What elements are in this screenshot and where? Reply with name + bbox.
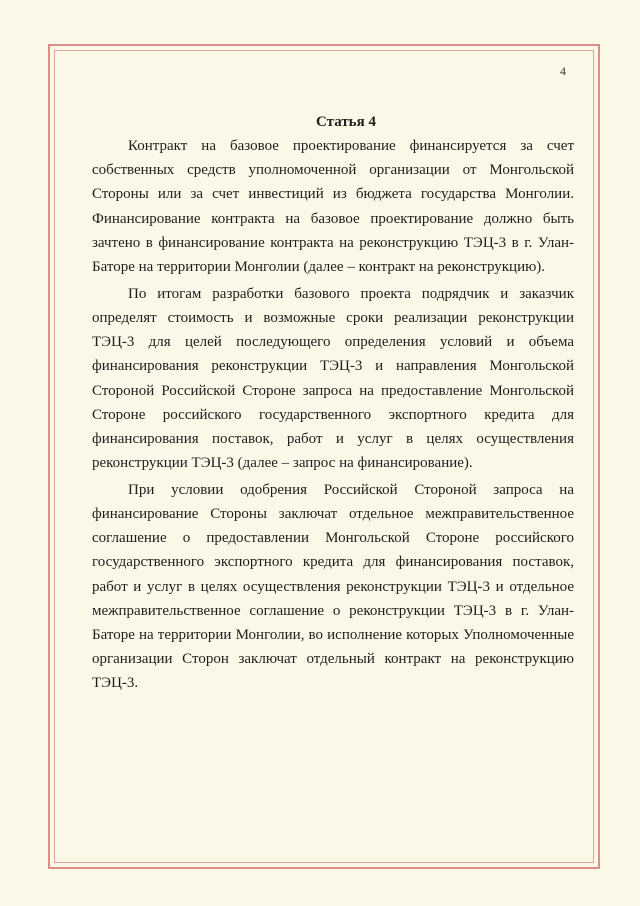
- paragraph-1: Контракт на базовое проектирование финансируется за счет собственных средств уполномоченной организации от Монгольской Стороны или за счет инвестиций из бюджета государства Монголии. Финансирование контракта на базовое проектирование должно быть зачтено в финансирование контракта на реконструкцию ТЭЦ-3 в г. Улан-Баторе на территории Монголии (далее – контракт на реконструкцию).: [92, 138, 574, 276]
- paragraph-3: При условии одобрения Российской Стороной запроса на финансирование Стороны заключат отдельное межправительственное соглашение о предоставлении Монгольской Стороне российского государственного экспортного кредита для финансирования поставок, работ и услуг в целях осуществления реконструкции ТЭЦ-3 и отдельное межправительственное соглашение о реконструкции ТЭЦ-3 в г. Улан-Баторе на территории Монголии, во исполнение которых Уполномоченные организации Сторон заключат отдельный контракт на реконструкцию ТЭЦ-3.: [92, 481, 574, 692]
- article-body: [92, 110, 574, 696]
- article-title: Статья 4: [316, 114, 376, 130]
- paragraph-2: По итогам разработки базового проекта подрядчик и заказчик определят стоимость и возможные сроки реализации реконструкции ТЭЦ-3 для целей последующего определения условий и объема финансирования реконструкции ТЭЦ-3 и направления Монгольской Стороной Российской Стороне запроса на предоставление Монгольской Стороне российского государственного экспортного кредита для финансирования поставок, работ и услуг в целях осуществления реконструкции ТЭЦ-3 (далее – запрос на финансирование).: [92, 285, 574, 472]
- page-number: 4: [560, 64, 566, 78]
